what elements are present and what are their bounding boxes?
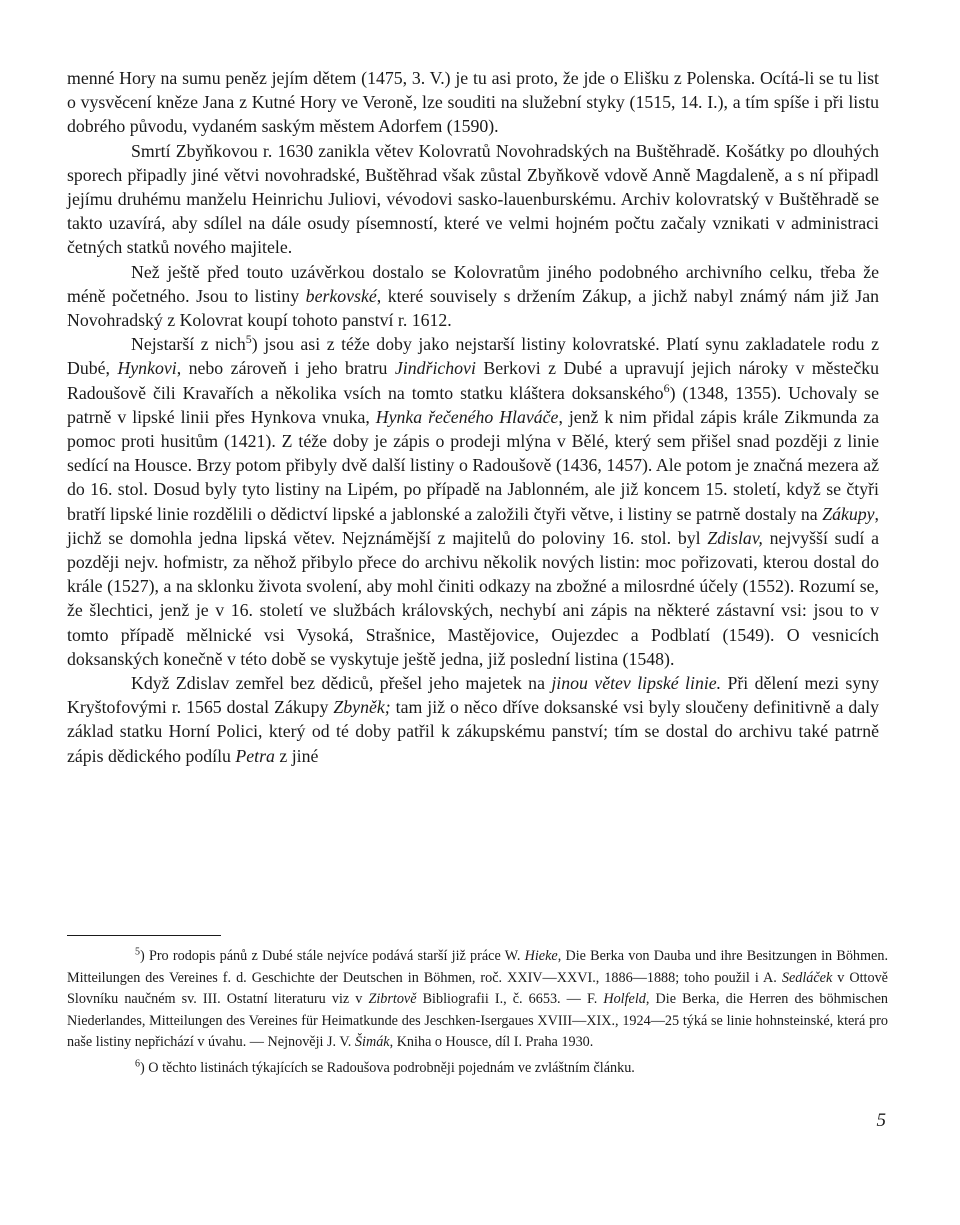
italic-text: Holfeld	[603, 991, 646, 1008]
italic-text: jinou větev lipské linie.	[551, 673, 722, 694]
italic-text: Jindřichovi	[394, 358, 476, 379]
text-run: Smrtí Zbyňkovou r. 1630 zanikla větev Kolovratů Novohradských na Buštěhradě. Košátky po dlouhých sporech připadly jiné větvi novohradské, Buštěhrad však zůstal Zbyňkově vdově Anně Magdaleně, a s ní připadl jejímu druhému manželu Heinrichu Juliovi, vévodovi sasko-lauenburskému. Archiv kolovratský v Buštěhradě se takto uzavírá, aby sdílel na dále osudy písemností, které ve velmi hojném počtu začaly vznikati v administraci četných statků nového majitele.	[67, 140, 879, 258]
italic-text: Hieke	[524, 948, 558, 964]
page-number: 5	[876, 1110, 886, 1131]
text-run: , Die Berka von Dauba und ihre Besitzungen in Böhmen. Mitteilungen des Vereines f. d. Geschichte der Deutschen in Böhmen, roč. XXIV—XXVI., 1886—1888; toho použil i A.	[67, 948, 888, 986]
italic-text: Petra	[235, 745, 275, 766]
main-text	[67, 66, 879, 768]
footnote-text	[140, 1060, 635, 1076]
paragraph-5	[67, 671, 879, 768]
footnote-marker: 6	[135, 1058, 140, 1070]
text-run: ) O těchto listinách týkajících se Radoušova podrobněji pojednám ve zvláštním článku.	[140, 1059, 635, 1076]
footnote-reference: 5	[245, 332, 252, 347]
italic-text: Zákupy	[822, 503, 875, 524]
footnote-marker: 5	[135, 946, 140, 958]
text-run: , jenž k nim přidal zápis krále Zikmunda za pomoc proti husitům (1421). Z téže doby je zápis o prodeji mlýna v Bělé, který sem přišel snad později z linie sedící na Housce. Brzy potom přibyly dvě další listiny o Radoušově (1436, 1457). Ale potom je značná mezera až do 16. stol. Dosud byly tyto listiny na Lipém, po případě na Jablonném, ale již koncem 15. století, když se čtyři bratří lipské linie rozdělili o dědictví lipské a jablonské a založili čtyři větve, i listiny se patrně dostaly na	[67, 406, 879, 524]
footnote-divider	[67, 935, 221, 936]
text-run: Při dělení mezi syny Kryštofovými r. 1565 dostal Zákupy	[67, 673, 880, 718]
italic-text: berkovské	[305, 285, 377, 306]
text-run: , Kniha o Housce, díl I. Praha 1930.	[389, 1034, 594, 1051]
text-run: Nejstarší z nich	[131, 334, 246, 355]
footnotes	[67, 946, 888, 1084]
italic-text: Zbyněk;	[333, 697, 391, 718]
text-run: Berkovi z Dubé a upravují jejich nároky v městečku Radoušově čili Kravařích a několika vsích na tomto statku kláštera doksanského	[67, 358, 880, 403]
paragraph-3	[67, 260, 879, 333]
text-run: menné Hory na sumu peněz jejím dětem (1475, 3. V.) je tu asi proto, že jde o Elišku z Polenska. Ocítá-li se tu list o vysvěcení kněze Jana z Kutné Hory ve Veroně, lze souditi na služební styky (1515, 14. I.), a tím spíše i při listu dobrého původu, vydaném saským městem Adorfem (1590).	[67, 68, 879, 137]
text-run: , Die Berka, die Herren des böhmischen Niederlandes, Mitteilungen des Vereines für Heimatkunde des Jeschken-Isergaues XVIII—XIX., 1924—25 týká se linie hohnsteinské, která pro naše listiny nepřichází v úvahu. — Nejnověji J. V.	[67, 991, 888, 1051]
text-run: , jichž se domohla jedna lipská větev. Nejznámější z majitelů do poloviny 16. stol. byl	[67, 503, 879, 548]
italic-text: Zdislav,	[707, 527, 763, 548]
text-run: z jiné	[274, 745, 319, 766]
text-run: tam již o něco dříve doksanské vsi byly sloučeny definitivně a daly základ statku Horní Polici, který od té doby patřil k zákupskému panství; tím se dostal do archivu také patrně zápis dědického podílu	[67, 697, 879, 766]
text-run: v Ottově Slovníku naučném sv. III. Ostatní literaturu viz v	[67, 969, 888, 1008]
text-run: ) (1348, 1355). Uchovaly se patrně v lipské linii přes Hynkova vnuka,	[67, 382, 879, 427]
text-run: ) Pro rodopis pánů z Dubé stále nejvíce podává starší již práce W.	[140, 948, 525, 964]
text-run: ) jsou asi z téže doby jako nejstarší listiny kolovratské. Platí synu zakladatele rodu z Dubé,	[67, 334, 879, 379]
italic-text: Sedláček	[781, 969, 833, 986]
text-run: Bibliografii I., č. 6653. — F.	[416, 991, 604, 1008]
text-run: nejvyšší sudí a později nejv. hofmistr, za něhož přibylo přece do archivu několik nových listin: moc pořizovati, kterou dostal do krále (1527), a na sklonku života svolení, aby mohl činiti odkazy na zbožné a milosrdné účely (1552). Rozumí se, že šlechtici, jenž je v 16. století ve službách královských, nechybí ani zápis na některé zástavní vsi: jsou to v tomto případě mělnické vsi Vysoká, Strašnice, Mastějovice, Oujezdec a Podblatí (1549). O vesnicích doksanských konečně v této době se vyskytuje ještě jedna, již poslední listina (1548).	[67, 527, 879, 669]
footnote-text	[67, 948, 888, 1050]
italic-text: Hynkovi	[117, 358, 177, 379]
italic-text: Zibrtově	[368, 991, 417, 1008]
paragraph-1	[67, 66, 879, 139]
italic-text: Šimák	[354, 1034, 390, 1051]
text-run: Když Zdislav zemřel bez dědiců, přešel jeho majetek na	[131, 673, 552, 694]
text-run: , které souvisely s držením Zákup, a jichž nabyl známý nám již Jan Novohradský z Kolovrat koupí tohoto panství r. 1612.	[67, 285, 879, 331]
paragraph-4	[67, 332, 879, 671]
footnote-5	[67, 946, 888, 1054]
italic-text: Hynka řečeného Hlaváče	[375, 406, 559, 427]
footnote-6	[67, 1058, 888, 1080]
paragraph-2	[67, 139, 879, 260]
text-run: , nebo zároveň i jeho bratru	[176, 358, 395, 379]
text-run: Než ještě před touto uzávěrkou dostalo se Kolovratům jiného podobného archivního celku, třeba že méně početného. Jsou to listiny	[67, 261, 879, 306]
footnote-reference: 6	[663, 380, 670, 395]
